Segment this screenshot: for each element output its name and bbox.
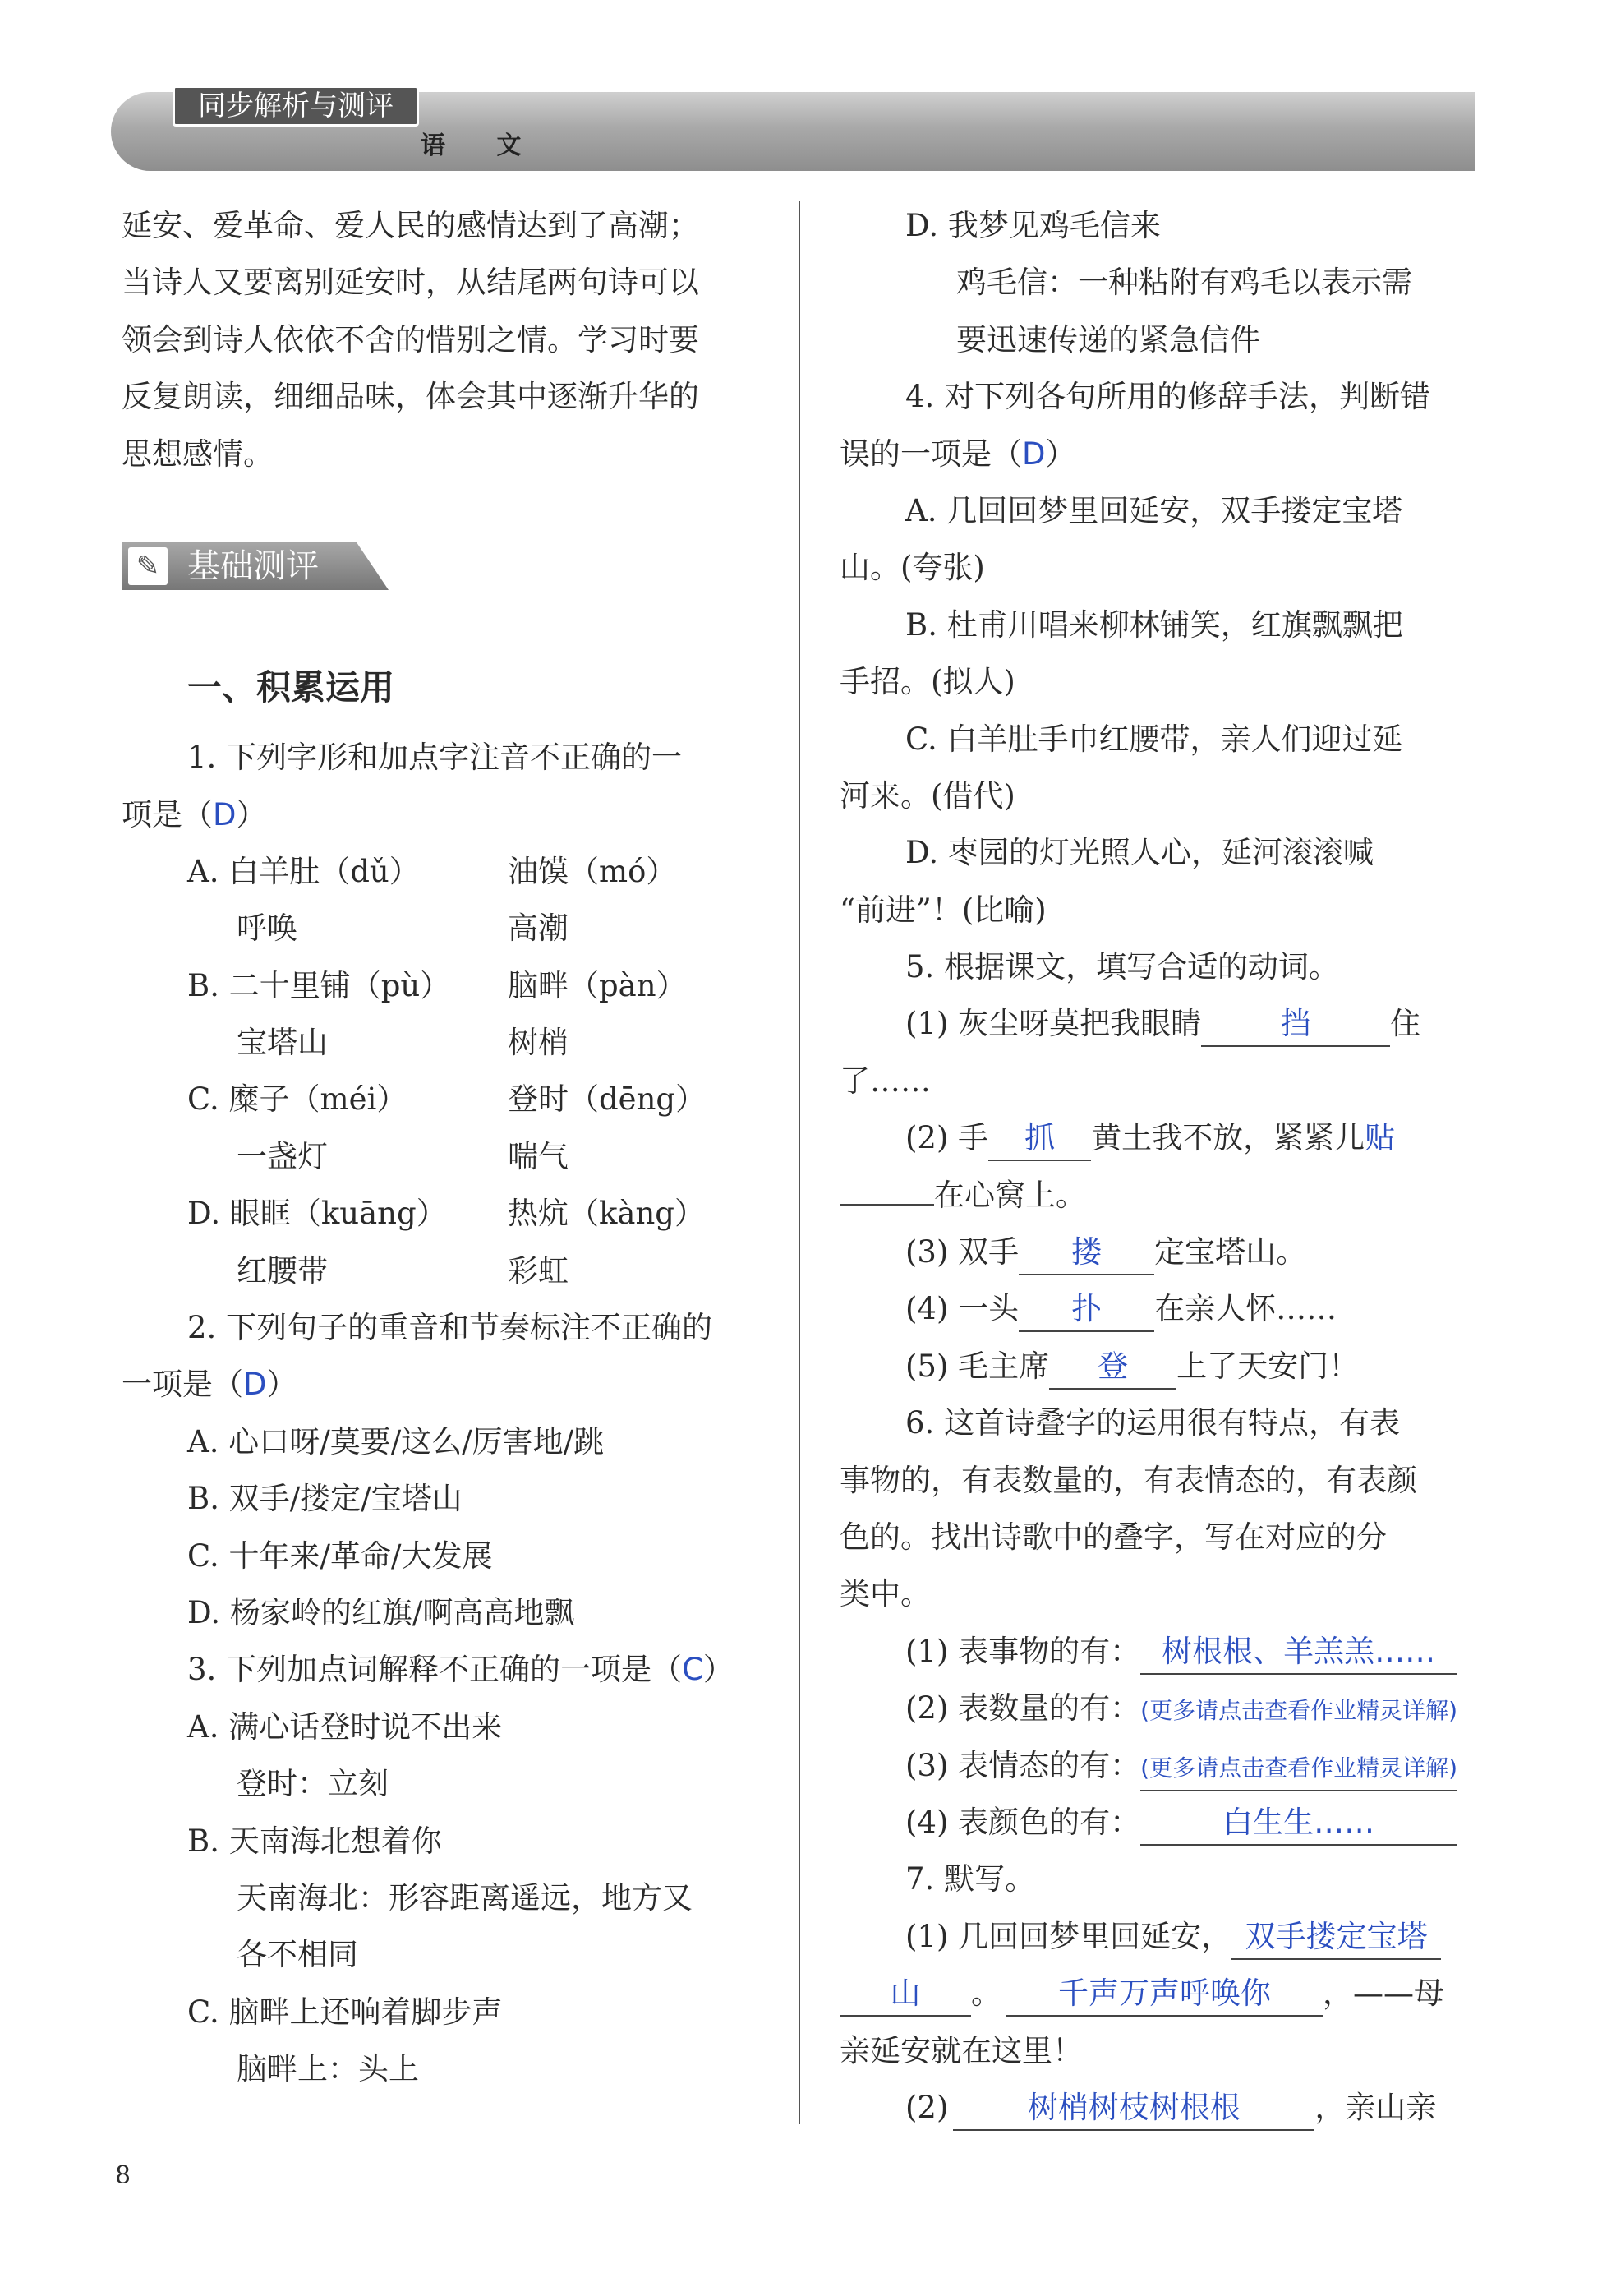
series-title: 同步解析与测评: [173, 85, 419, 127]
q5-item3: (3) 双手 搂 定宝塔山。: [840, 1224, 1480, 1280]
q7-item2: (2) 树梢树枝树根根 ，亲山亲: [840, 2079, 1480, 2136]
q1-option-b: B. 二十里铺（pù） 脑畔（pàn）: [187, 967, 687, 1003]
q5-answer-5: 登: [1049, 1345, 1176, 1390]
q2-option-b: B. 双手/搂定/宝塔山: [187, 1481, 463, 1517]
q3-option-c: C. 脑畔上还响着脚步声: [187, 1994, 503, 2030]
q7-item1-cont: 山 。 千声万声呼唤你 ，——母: [840, 1965, 1480, 2022]
right-column: [840, 197, 1480, 2136]
q5-item2-cont: 在心窝上。: [840, 1167, 1480, 1224]
q4-stem2: 误的一项是（D）: [840, 436, 1076, 472]
q6-stem: 6. 这首诗叠字的运用很有特点，有表: [905, 1405, 1401, 1441]
q6-stem4: 类中。: [840, 1576, 931, 1612]
q7-item1: (1) 几回回梦里回延安， 双手搂定宝塔: [840, 1908, 1480, 1965]
q2-option-c: C. 十年来/革命/大发展: [187, 1538, 493, 1574]
q6-item2: (2) 表数量的有：(更多请点击查看作业精灵详解): [905, 1690, 1458, 1727]
q4-option-d: D. 枣园的灯光照人心，延河滚滚喊: [905, 835, 1374, 871]
q1-option-b-row2: 宝塔山 树梢: [237, 1025, 569, 1061]
q3-option-b-explain: 天南海北：形容距离遥远，地方又: [237, 1879, 693, 1916]
q4-option-c: C. 白羊肚手巾红腰带，亲人们迎过延: [905, 721, 1403, 757]
q3-option-d: D. 我梦见鸡毛信来: [905, 208, 1161, 243]
q5-stem: 5. 根据课文，填写合适的动词。: [905, 949, 1340, 985]
q2-answer: D: [243, 1367, 267, 1403]
q4-option-c2: 河来。(借代): [840, 777, 1015, 814]
q4-option-a2: 山。(夸张): [840, 550, 985, 586]
intro-line: 当诗人又要离别延安时，从结尾两句诗可以: [122, 265, 699, 301]
q3-option-b: B. 天南海北想着你: [187, 1823, 442, 1859]
q3-option-b-explain2: 各不相同: [237, 1937, 358, 1973]
q6-answer-2: (更多请点击查看作业精灵详解): [1140, 1697, 1458, 1725]
q6-item1: (1) 表事物的有： 树根根、羊羔羔……: [840, 1623, 1480, 1680]
q4-answer: D: [1022, 436, 1046, 472]
section-tag: [122, 542, 389, 590]
left-column: [122, 197, 762, 2098]
page-number: 8: [115, 2161, 131, 2190]
q1-option-c: C. 糜子（méi） 登时（dēng）: [187, 1081, 707, 1118]
pencil-icon: ✎: [128, 547, 168, 585]
q3-stem: 3. 下列加点词解释不正确的一项是（C）: [187, 1652, 734, 1688]
q3-answer: C: [682, 1652, 703, 1688]
q7-stem: 7. 默写。: [905, 1861, 1036, 1897]
q4-option-a: A. 几回回梦里回延安，双手搂定宝塔: [905, 492, 1403, 528]
q6-item3: (3) 表情态的有：(更多请点击查看作业精灵详解): [840, 1737, 1480, 1794]
q5-answer-4: 扑: [1019, 1288, 1154, 1332]
q6-stem2: 事物的，有表数量的，有表情态的，有表颜: [840, 1462, 1417, 1498]
q4-option-d2: “前进”！(比喻): [840, 892, 1047, 928]
intro-line: 领会到诗人依依不舍的惜别之情。学习时要: [122, 321, 699, 357]
q5-item5: (5) 毛主席 登 上了天安门！: [840, 1338, 1480, 1395]
q7-answer-1a: 双手搂定宝塔: [1231, 1916, 1441, 1960]
q5-item1-cont: 了……: [840, 1063, 931, 1099]
column-divider: [799, 201, 800, 2124]
q5-answer-1: 挡: [1201, 1003, 1390, 1047]
q5-answer-2a: 抓: [988, 1117, 1091, 1161]
q7-answer-1b: 山: [840, 1972, 971, 2017]
q1-option-a: A. 白羊肚（dǔ） 油馍（mó）: [187, 853, 677, 889]
q6-answer-4: 白生生……: [1140, 1801, 1457, 1846]
q1-answer: D: [213, 796, 237, 832]
q5-answer-3: 搂: [1019, 1231, 1154, 1275]
q5-item1: (1) 灰尘呀莫把我眼睛 挡 住: [840, 995, 1480, 1052]
q5-item4: (4) 一头 扑 在亲人怀……: [840, 1280, 1480, 1337]
intro-line: 思想感情。: [122, 436, 274, 472]
subject-title: 语 文: [421, 131, 543, 160]
q7-answer-1c: 千声万声呼唤你: [1006, 1972, 1323, 2017]
q5-item2: (2) 手 抓 黄土我不放，紧紧儿贴: [840, 1109, 1480, 1166]
q3-option-d-explain: 鸡毛信：一种粘附有鸡毛以表示需: [956, 265, 1412, 301]
q1-option-d: D. 眼眶（kuāng） 热炕（kàng）: [187, 1196, 705, 1232]
part-heading: 一、积累运用: [187, 667, 395, 708]
section-tag-label: 基础测评: [187, 547, 319, 585]
q1-option-a-row2: 呼唤 高潮: [237, 911, 569, 947]
q3-option-a: A. 满心话登时说不出来: [187, 1708, 503, 1745]
q1-option-c-row2: 一盏灯 喘气: [237, 1138, 569, 1174]
q2-option-d: D. 杨家岭的红旗/啊高高地飘: [187, 1594, 575, 1630]
q5-answer-2b: 贴: [1365, 1120, 1396, 1156]
intro-line: 反复朗读，细细品味，体会其中逐渐升华的: [122, 379, 699, 415]
q4-option-b2: 手招。(拟人): [840, 664, 1015, 700]
q6-item4: (4) 表颜色的有： 白生生……: [840, 1794, 1480, 1851]
q6-answer-1: 树根根、羊羔羔……: [1140, 1630, 1457, 1675]
q4-stem: 4. 对下列各句所用的修辞手法，判断错: [905, 379, 1431, 415]
q7-answer-2: 树梢树枝树根根: [953, 2086, 1314, 2131]
q1-stem: 1. 下列字形和加点字注音不正确的一: [187, 740, 683, 776]
q6-stem3: 色的。找出诗歌中的叠字，写在对应的分: [840, 1519, 1387, 1555]
q1-option-d-row2: 红腰带 彩虹: [237, 1252, 569, 1289]
q2-stem: 2. 下列句子的重音和节奏标注不正确的: [187, 1310, 713, 1346]
q3-option-c-explain: 脑畔上：头上: [237, 2051, 419, 2087]
q1-stem2: 项是（D）: [122, 796, 267, 832]
q7-item1-end: 亲延安就在这里！: [840, 2032, 1083, 2068]
q3-option-a-explain: 登时：立刻: [237, 1766, 389, 1802]
intro-line: 延安、爱革命、爱人民的感情达到了高潮；: [122, 208, 699, 243]
q4-option-b: B. 杜甫川唱来柳林铺笑，红旗飘飘把: [905, 606, 1403, 643]
q3-option-d-explain2: 要迅速传递的紧急信件: [956, 321, 1260, 357]
q6-answer-3: (更多请点击查看作业精灵详解): [1140, 1747, 1457, 1791]
q2-option-a: A. 心口呀/莫要/这么/厉害地/跳: [187, 1423, 605, 1459]
q2-stem2: 一项是（D）: [122, 1367, 297, 1403]
